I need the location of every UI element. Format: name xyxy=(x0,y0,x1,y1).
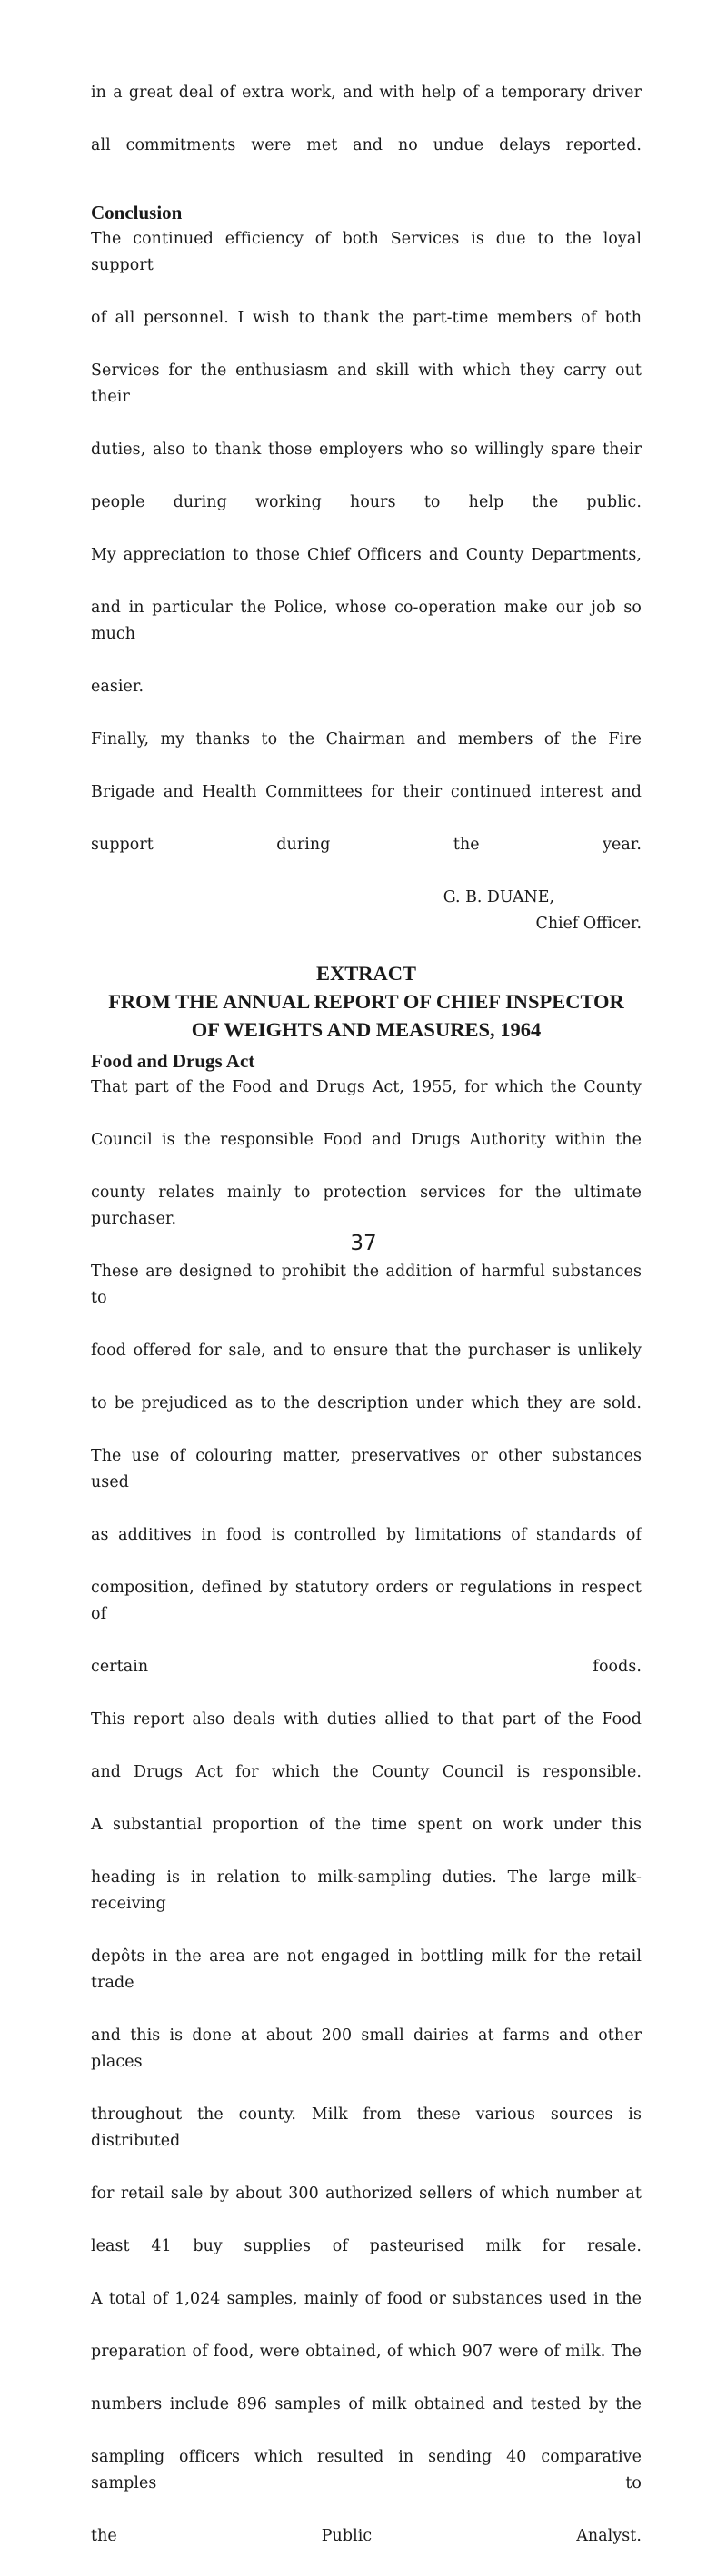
extract-title-line-1: EXTRACT xyxy=(315,962,417,985)
extract-title-line-3: OF WEIGHTS AND MEASURES, 1964 xyxy=(191,1018,542,1041)
text-line: Services for the enthusiasm and skill with which they carry out their xyxy=(91,362,642,406)
text-line: preparation of food, were obtained, of which 907 were of milk. The xyxy=(91,2343,642,2361)
conclusion-paragraph-2 xyxy=(91,542,642,727)
text-line: all commitments were met and no undue delays reported. xyxy=(91,136,642,154)
text-line: and Drugs Act for which the County Council is responsible. xyxy=(91,1763,642,1781)
text-line: the Public Analyst. xyxy=(91,2527,642,2545)
text-line: and in particular the Police, whose co-operation make our job so much xyxy=(91,599,642,643)
food-drugs-paragraph-1 xyxy=(91,1075,642,1707)
text-line: These are designed to prohibit the addition of harmful substances to xyxy=(91,1263,642,1307)
text-line: support during the year. xyxy=(91,836,642,854)
signature-block xyxy=(91,885,642,937)
text-line: composition, defined by statutory orders or regulations in respect of xyxy=(91,1579,642,1623)
signature-name: G. B. DUANE, xyxy=(443,888,554,907)
intro-paragraph xyxy=(91,80,642,185)
page-number: 37 xyxy=(350,1232,377,1255)
text-line: My appreciation to those Chief Officers and County Departments, xyxy=(91,546,642,564)
text-line: A substantial proportion of the time spent on work under this xyxy=(91,1816,642,1834)
text-line: A total of 1,024 samples, mainly of food or substances used in the xyxy=(91,2290,642,2308)
text-line: certain foods. xyxy=(91,1658,642,1676)
text-line: Brigade and Health Committees for their continued interest and xyxy=(91,783,642,801)
text-line: This report also deals with duties allied to that part of the Food xyxy=(91,1710,642,1729)
text-line: That part of the Food and Drugs Act, 1955, for which the County xyxy=(91,1078,642,1096)
text-line: as additives in food is controlled by limitations of standards of xyxy=(91,1526,642,1544)
extract-title-line-2: FROM THE ANNUAL REPORT OF CHIEF INSPECTOR xyxy=(108,990,624,1013)
text-line: duties, also to thank those employers who so willingly spare their xyxy=(91,441,642,459)
conclusion-paragraph-3 xyxy=(91,727,642,885)
text-line: of all personnel. I wish to thank the part-time members of both xyxy=(91,309,642,327)
text-line: food offered for sale, and to ensure that the purchaser is unlikely xyxy=(91,1342,642,1360)
food-drugs-paragraph-4 xyxy=(91,2286,642,2576)
food-drugs-paragraph-3 xyxy=(91,1812,642,2286)
text-line: least 41 buy supplies of pasteurised milk for resale. xyxy=(91,2237,642,2255)
text-line: for retail sale by about 300 authorized sellers of which number at xyxy=(91,2185,642,2203)
conclusion-heading: Conclusion xyxy=(91,202,183,223)
text-line: easier. xyxy=(91,678,144,696)
food-drugs-heading: Food and Drugs Act xyxy=(91,1050,255,1072)
text-line: depôts in the area are not engaged in bottling milk for the retail trade xyxy=(91,1947,642,1992)
text-line: throughout the county. Milk from these various sources is distributed xyxy=(91,2105,642,2150)
signature-title: Chief Officer. xyxy=(535,915,642,933)
text-line: numbers include 896 samples of milk obtained and tested by the xyxy=(91,2395,642,2413)
text-line: people during working hours to help the public. xyxy=(91,493,642,511)
conclusion-paragraph-1 xyxy=(91,226,642,542)
text-line: The continued efficiency of both Services is due to the loyal support xyxy=(91,230,642,274)
text-line: The use of colouring matter, preservatives or other substances used xyxy=(91,1447,642,1491)
text-line: Finally, my thanks to the Chairman and members of the Fire xyxy=(91,730,642,748)
text-line: and this is done at about 200 small dairies at farms and other places xyxy=(91,2026,642,2071)
food-drugs-paragraph-2 xyxy=(91,1707,642,1812)
text-line: county relates mainly to protection services for the ultimate purchaser. xyxy=(91,1184,642,1228)
text-line: in a great deal of extra work, and with help of a temporary driver xyxy=(91,84,642,102)
text-line: sampling officers which resulted in sending 40 comparative samples to xyxy=(91,2448,642,2492)
text-line: to be prejudiced as to the description under which they are sold. xyxy=(91,1394,642,1412)
extract-title xyxy=(91,959,642,1044)
text-line: Council is the responsible Food and Drugs Authority within the xyxy=(91,1131,642,1149)
document-page xyxy=(91,80,642,2576)
text-line: heading is in relation to milk-sampling duties. The large milk-receiving xyxy=(91,1868,642,1913)
